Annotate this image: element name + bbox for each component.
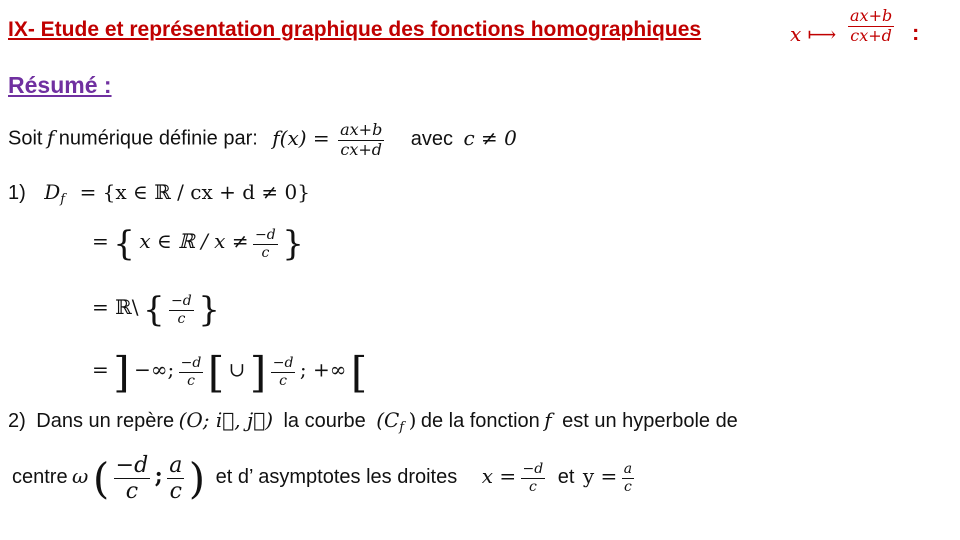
asymptote-x-num: −d bbox=[522, 461, 544, 478]
asymptotes-text: et d’ asymptotes les droites bbox=[215, 465, 458, 488]
item2-curve-close: ) bbox=[408, 408, 417, 432]
domain-line2-den: c bbox=[261, 244, 270, 261]
title-mapsto: x ⟼ bbox=[790, 22, 837, 46]
asymptote-y: y = bbox=[582, 463, 618, 488]
item2-text3: de la fonction bbox=[420, 410, 540, 432]
domain-line-3 bbox=[92, 290, 220, 330]
domain-line2-eq: = bbox=[92, 229, 109, 254]
domain-symbol: D bbox=[44, 180, 61, 204]
domain-line2-close: } bbox=[282, 224, 304, 264]
domain-line-1 bbox=[8, 180, 310, 207]
item2-line-2 bbox=[12, 454, 634, 503]
domain-line3-close: } bbox=[198, 290, 220, 330]
title-fraction bbox=[848, 8, 894, 45]
domain-line4-eq: = bbox=[92, 357, 109, 382]
item2-label: 2) bbox=[8, 410, 26, 432]
section-subtitle: Résumé : bbox=[8, 72, 112, 98]
item2-line-1 bbox=[8, 408, 738, 435]
page-title: IX- Etude et représentation graphique des fonctions homographiques bbox=[8, 18, 702, 41]
item1-label: 1) bbox=[8, 182, 26, 204]
center-close-paren: ) bbox=[188, 454, 206, 504]
item2-curve-sub: f bbox=[399, 420, 405, 436]
domain-line2-mid: x ∈ ℝ / x ≠ bbox=[139, 229, 249, 254]
title-colon: : bbox=[912, 20, 920, 45]
item2-text1: Dans un repère bbox=[36, 410, 175, 432]
definition-lead: Soit bbox=[8, 127, 43, 150]
domain-sub: f bbox=[60, 192, 66, 208]
item2-f: f bbox=[544, 408, 552, 432]
item2-text4: est un hyperbole de bbox=[562, 410, 738, 432]
definition-line bbox=[8, 122, 517, 159]
center-y-den: c bbox=[169, 479, 182, 505]
center-open-paren: ( bbox=[92, 454, 110, 504]
domain-line-2 bbox=[92, 224, 304, 264]
definition-f: f bbox=[46, 125, 55, 150]
domain-line4-bracket-1: ] bbox=[113, 348, 130, 397]
definition-mid: numérique définie par: bbox=[58, 127, 258, 150]
definition-fx: f(x) = bbox=[272, 125, 330, 150]
center-semicolon: ; bbox=[154, 462, 163, 489]
definition-frac-num: ax+b bbox=[340, 120, 383, 139]
domain-line4-num1: −d bbox=[180, 355, 202, 372]
asymptote-x-den: c bbox=[528, 479, 537, 496]
definition-cond-expr: c ≠ 0 bbox=[463, 125, 517, 150]
center-word: centre bbox=[12, 465, 68, 488]
domain-line3-start: = ℝ\ bbox=[92, 295, 139, 320]
domain-line2-num: −d bbox=[255, 226, 276, 243]
center-y-num: a bbox=[169, 453, 183, 478]
domain-line4-a: −∞; bbox=[134, 357, 175, 382]
center-x-num: −d bbox=[115, 453, 149, 478]
item2-curve-open: (C bbox=[376, 408, 400, 432]
item2-frame: (O; i⃗, j⃗) bbox=[178, 408, 273, 432]
asymptote-y-den: c bbox=[623, 479, 632, 496]
domain-line4-bracket-4: [ bbox=[350, 348, 368, 397]
domain-line4-b: ; +∞ bbox=[299, 357, 347, 382]
asymptote-y-num: a bbox=[623, 461, 633, 478]
item2-text2: la courbe bbox=[283, 410, 366, 432]
title-frac-den: cx+d bbox=[850, 25, 892, 45]
domain-line4-union: ∪ bbox=[228, 357, 246, 382]
domain-line3-open: { bbox=[142, 290, 165, 330]
domain-line4-bracket-3: ] bbox=[249, 348, 267, 397]
domain-line-4 bbox=[92, 348, 367, 397]
domain-line4-bracket-2: [ bbox=[207, 348, 225, 397]
definition-frac-den: cx+d bbox=[340, 139, 383, 159]
asymptote-x: x = bbox=[481, 463, 517, 488]
domain-line3-num: −d bbox=[171, 292, 192, 309]
center-x-den: c bbox=[125, 479, 139, 505]
domain-line4-num2: −d bbox=[272, 355, 294, 372]
domain-line2-open: { bbox=[113, 224, 135, 264]
center-omega: ω bbox=[72, 463, 89, 488]
title-frac-num: ax+b bbox=[850, 6, 893, 25]
domain-set-1: = {x ∈ ℝ / cx + d ≠ 0} bbox=[79, 180, 310, 204]
and-word: et bbox=[557, 465, 575, 488]
domain-line4-den2: c bbox=[279, 373, 287, 389]
domain-line4-den1: c bbox=[187, 373, 195, 389]
domain-line3-den: c bbox=[177, 310, 186, 327]
definition-cond-word: avec bbox=[410, 127, 454, 150]
